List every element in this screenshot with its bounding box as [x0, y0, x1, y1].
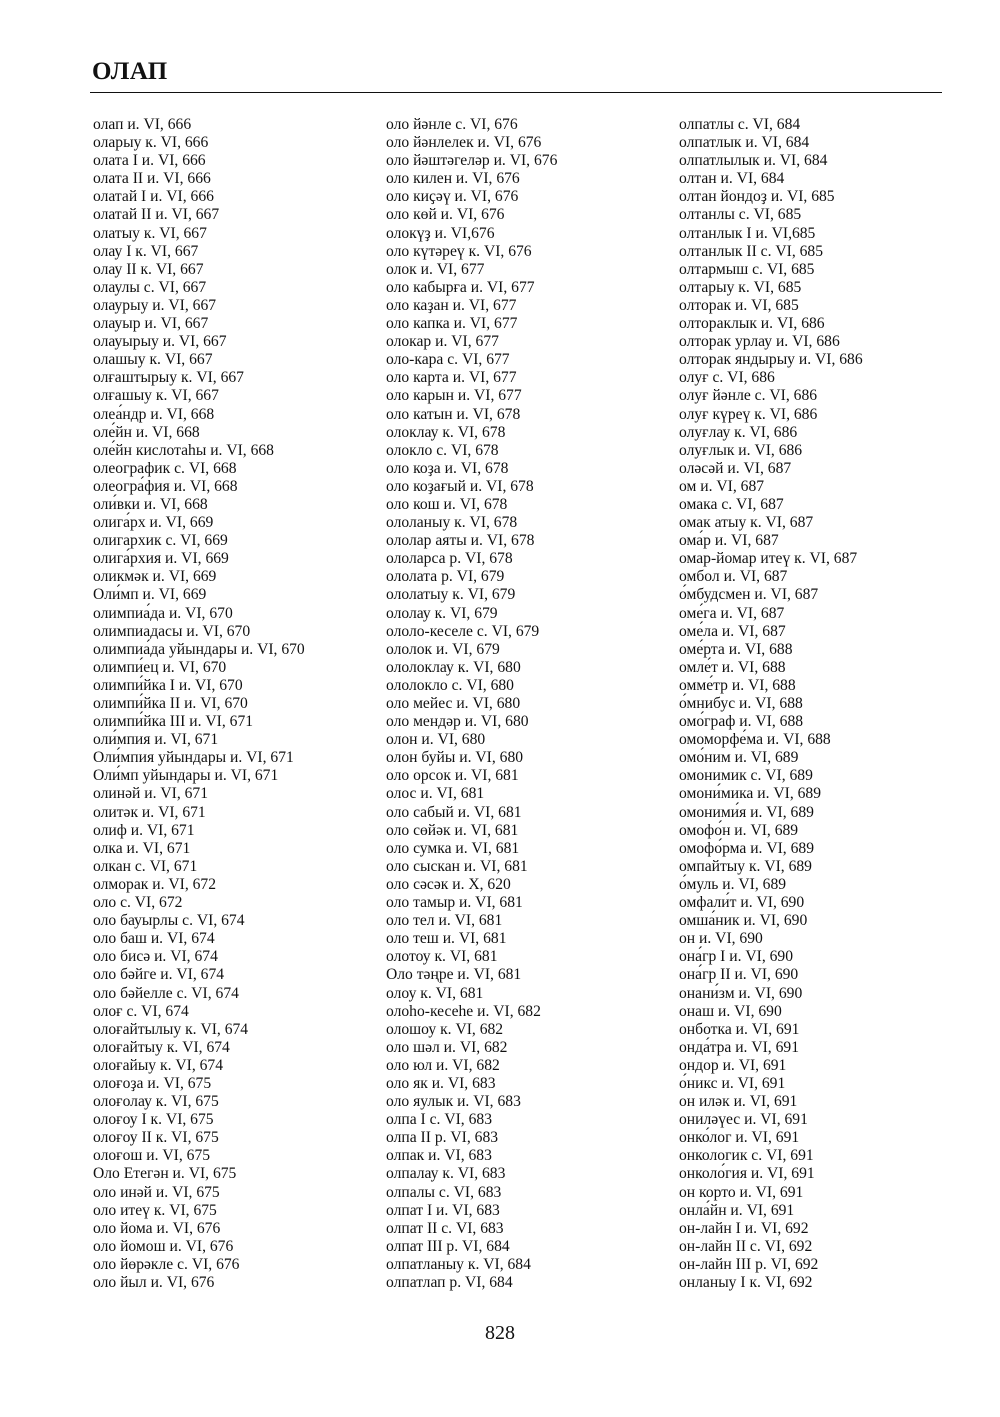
index-entry: олтармыш с. VI, 685 — [679, 260, 815, 278]
index-entry: олпа II р. VI, 683 — [386, 1129, 499, 1147]
index-entry: оло баш и. VI, 674 — [93, 930, 215, 948]
index-entry: олос и. VI, 681 — [386, 785, 485, 803]
index-entry: оло көй и. VI, 676 — [386, 206, 505, 224]
index-entry: омле́т и. VI, 688 — [679, 658, 786, 676]
index-entry: олоғоу II к. VI, 675 — [93, 1129, 219, 1147]
index-entry: Оли́мп и. VI, 669 — [93, 586, 207, 604]
index-entry: оле́йн кислотаһы и. VI, 668 — [93, 441, 274, 459]
index-entry: онботка и. VI, 691 — [679, 1020, 800, 1038]
index-entry: олтанлы с. VI, 685 — [679, 206, 802, 224]
index-entry: олимпи́йка II и. VI, 670 — [93, 695, 248, 712]
index-entry: оло с. VI, 672 — [93, 894, 183, 912]
index-entry: олпа I с. VI, 683 — [386, 1111, 492, 1129]
index-entry: оло бәйелле с. VI, 674 — [93, 984, 239, 1002]
index-entry: ололоклау к. VI, 680 — [386, 658, 521, 676]
index-entry: оло сумка и. VI, 681 — [386, 839, 520, 857]
index-entry: омофо́рма и. VI, 689 — [679, 839, 814, 857]
index-entry: олпатлап р. VI, 684 — [386, 1274, 513, 1291]
index-entry: олимпи́йка I и. VI, 670 — [93, 676, 243, 694]
index-entry: он-лайн III р. VI, 692 — [679, 1255, 819, 1273]
index-entry: ома́р и. VI, 687 — [679, 532, 779, 550]
index-entry: оло киҫәү и. VI, 676 — [386, 188, 519, 206]
index-entry: оло капка и. VI, 677 — [386, 315, 518, 333]
index-entry: оло-кара с. VI, 677 — [386, 351, 510, 369]
index-entry: ололатыу к. VI, 679 — [386, 586, 516, 604]
index-entry: оло як и. VI, 683 — [386, 1074, 496, 1092]
index-entry: олпат III р. VI, 684 — [386, 1237, 510, 1255]
index-entry: оле́йн и. VI, 668 — [93, 423, 200, 441]
index-entry: ондор и. VI, 691 — [679, 1056, 787, 1074]
index-entry: олпалы с. VI, 683 — [386, 1183, 502, 1201]
index-entry: олеа́ндр и. VI, 668 — [93, 405, 215, 423]
index-entry: оло яулык и. VI, 683 — [386, 1093, 521, 1111]
index-entry: омо́граф и. VI, 688 — [679, 713, 804, 731]
index-entry: олимпиа́да уйындары и. VI, 670 — [93, 640, 305, 658]
index-entry: оло сабый и. VI, 681 — [386, 803, 522, 821]
index-entry: оло килен и. VI, 676 — [386, 170, 520, 188]
index-entry: олигархик с. VI, 669 — [93, 532, 228, 550]
index-entry: омбол и. VI, 687 — [679, 568, 788, 586]
index-entry: олата I и. VI, 666 — [93, 152, 206, 170]
entries-column-2 — [386, 116, 557, 1292]
index-entry: олтан йондоҙ и. VI, 685 — [679, 188, 835, 206]
index-entry: олау II к. VI, 667 — [93, 260, 204, 278]
index-entry: оло катын и. VI, 678 — [386, 405, 521, 423]
index-entry: ололау к. VI, 679 — [386, 604, 498, 622]
index-entry: онко́лог и. VI, 691 — [679, 1129, 800, 1147]
index-entry: олуғлык и. VI, 686 — [679, 441, 803, 459]
index-entry: омар-йомар итеү к. VI, 687 — [679, 550, 858, 568]
index-entry: Оло тәңре и. VI, 681 — [386, 966, 522, 984]
index-entry: олка и. VI, 671 — [93, 839, 191, 857]
index-entry: олоклау к. VI, 678 — [386, 423, 506, 441]
entries-column-1 — [93, 116, 305, 1292]
index-entry: оло сәсәк и. X, 620 — [386, 875, 511, 893]
index-entry: олимпиадасы и. VI, 670 — [93, 622, 251, 640]
index-entry: оме́рта и. VI, 688 — [679, 640, 793, 658]
index-entry: олғашыу к. VI, 667 — [93, 387, 219, 405]
index-entry: онла́йн и. VI, 691 — [679, 1201, 795, 1219]
index-entry: Оли́мп уйындары и. VI, 671 — [93, 767, 279, 785]
index-entry: омофо́н и. VI, 689 — [679, 821, 799, 839]
index-entry: олон буйы и. VI, 680 — [386, 749, 524, 767]
index-entry: олауырыу и. VI, 667 — [93, 333, 227, 351]
index-entry: онаш и. VI, 690 — [679, 1002, 782, 1020]
index-entry: оло кабырға и. VI, 677 — [386, 278, 535, 296]
index-entry: олоғоу I к. VI, 675 — [93, 1111, 214, 1129]
index-entry: оло карта и. VI, 677 — [386, 369, 517, 387]
index-entry: оло бауырлы с. VI, 674 — [93, 912, 245, 930]
index-entry: олоғайтыу к. VI, 674 — [93, 1038, 230, 1056]
index-entry: оләсәй и. VI, 687 — [679, 459, 792, 477]
index-entry: ололо-кеселе с. VI, 679 — [386, 622, 540, 640]
index-entry: олауыр и. VI, 667 — [93, 315, 209, 333]
index-entry: оло бәйге и. VI, 674 — [93, 966, 225, 984]
index-entry: олоғош и. VI, 675 — [93, 1147, 211, 1165]
index-entry: олморак и. VI, 672 — [93, 875, 217, 893]
index-entry: оло каҙан и. VI, 677 — [386, 296, 517, 314]
index-entry: омака с. VI, 687 — [679, 495, 784, 513]
index-entry: ом и. VI, 687 — [679, 477, 765, 495]
index-entry: олон и. VI, 680 — [386, 731, 486, 749]
index-entry: оло йыл и. VI, 676 — [93, 1274, 215, 1291]
index-entry: оло йома и. VI, 676 — [93, 1219, 221, 1237]
index-entry: оло мейес и. VI, 680 — [386, 695, 521, 712]
index-entry: олинәй и. VI, 671 — [93, 785, 209, 803]
index-entry: ололар аяты и. VI, 678 — [386, 532, 535, 550]
index-entry: омпайтыу к. VI, 689 — [679, 857, 812, 875]
index-entry: оларыу к. VI, 666 — [93, 134, 209, 152]
index-entry: олпатлылык и. VI, 684 — [679, 152, 828, 170]
index-entry: олкан с. VI, 671 — [93, 857, 198, 875]
index-entry: олок и. VI, 677 — [386, 260, 485, 278]
header-rule — [90, 92, 942, 93]
index-entry: омак атыу к. VI, 687 — [679, 514, 814, 532]
index-entry: олоғолау к. VI, 675 — [93, 1093, 219, 1111]
index-entry: онланыу I к. VI, 692 — [679, 1274, 813, 1291]
index-entry: омме́тр и. VI, 688 — [679, 676, 796, 694]
index-entry: олимпи́ец и. VI, 670 — [93, 658, 227, 676]
index-entry: олтан и. VI, 684 — [679, 170, 785, 188]
index-entry: олимпи́йка III и. VI, 671 — [93, 713, 254, 731]
index-entry: о́никс и. VI, 691 — [679, 1074, 786, 1092]
index-entry: оло йәнлелек и. VI, 676 — [386, 134, 542, 152]
index-entry: Оли́мпия уйындары и. VI, 671 — [93, 749, 294, 767]
index-entry: оме́га и. VI, 687 — [679, 604, 785, 622]
index-entry: оло мендәр и. VI, 680 — [386, 713, 529, 731]
index-entry: он-лайн II с. VI, 692 — [679, 1237, 813, 1255]
index-entry: олғаштырыу к. VI, 667 — [93, 369, 244, 387]
index-entry: олоғайтылыу к. VI, 674 — [93, 1020, 249, 1038]
index-entry: олокар и. VI, 677 — [386, 333, 499, 351]
index-entry: омоморфе́ма и. VI, 688 — [679, 731, 831, 749]
index-entry: олуғ йәнле с. VI, 686 — [679, 387, 818, 405]
index-entry: олокүҙ и. VI,676 — [386, 224, 495, 242]
index-entry: олаурыу и. VI, 667 — [93, 296, 217, 314]
index-entry: олоһо-кесеһе и. VI, 682 — [386, 1002, 541, 1020]
index-entry: о́муль и. VI, 689 — [679, 875, 787, 893]
index-entry: олоу к. VI, 681 — [386, 984, 484, 1002]
index-entry: о́мнибус и. VI, 688 — [679, 695, 803, 712]
index-entry: олуғ с. VI, 686 — [679, 369, 775, 387]
index-entry: омфали́т и. VI, 690 — [679, 894, 805, 912]
index-entry: оло коҙа и. VI, 678 — [386, 459, 509, 477]
index-entry: оло күтәреү к. VI, 676 — [386, 242, 532, 260]
index-entry: оло инәй и. VI, 675 — [93, 1183, 220, 1201]
index-entry: оло итеү к. VI, 675 — [93, 1201, 217, 1219]
index-entry: она́гр I и. VI, 690 — [679, 948, 794, 966]
index-entry: олпатланыу к. VI, 684 — [386, 1255, 531, 1273]
index-entry: олокло с. VI, 678 — [386, 441, 499, 459]
index-entry: оло сыскан и. VI, 681 — [386, 857, 528, 875]
index-entry: олошоу к. VI, 682 — [386, 1020, 504, 1038]
index-entry: оло орсок и. VI, 681 — [386, 767, 519, 785]
index-entry: олоғ с. VI, 674 — [93, 1002, 189, 1020]
index-entry: олатыу к. VI, 667 — [93, 224, 207, 242]
index-entry: олтораклык и. VI, 686 — [679, 315, 825, 333]
index-entry: олеографик с. VI, 668 — [93, 459, 237, 477]
index-entry: он корто и. VI, 691 — [679, 1183, 804, 1201]
index-entry: олиф и. VI, 671 — [93, 821, 195, 839]
index-entry: олау I к. VI, 667 — [93, 242, 199, 260]
index-entry: он-лайн I и. VI, 692 — [679, 1219, 809, 1237]
index-entry: олоғоҙа и. VI, 675 — [93, 1074, 212, 1092]
index-entry: оло тамыр и. VI, 681 — [386, 894, 523, 912]
page-header-title: ОЛАП — [92, 58, 168, 85]
index-entry: омонимик с. VI, 689 — [679, 767, 813, 785]
index-entry: олига́рх и. VI, 669 — [93, 514, 214, 532]
index-entry: олтарыу к. VI, 685 — [679, 278, 802, 296]
index-entry: олпалау к. VI, 683 — [386, 1165, 506, 1183]
index-entry: олпатлык и. VI, 684 — [679, 134, 810, 152]
index-entry: олуғлау к. VI, 686 — [679, 423, 798, 441]
index-entry: омоними́я и. VI, 689 — [679, 803, 814, 821]
index-entry: олоғайыу к. VI, 674 — [93, 1056, 224, 1074]
index-entry: онкологик с. VI, 691 — [679, 1147, 814, 1165]
index-entry: омони́мика и. VI, 689 — [679, 785, 822, 803]
index-entry: олпат II с. VI, 683 — [386, 1219, 504, 1237]
index-entry: оло йәнле с. VI, 676 — [386, 116, 518, 133]
index-entry: олпатлы с. VI, 684 — [679, 116, 801, 133]
index-entry: олитәк и. VI, 671 — [93, 803, 206, 821]
index-entry: она́гр II и. VI, 690 — [679, 966, 799, 984]
index-entry: олашыу к. VI, 667 — [93, 351, 213, 369]
index-entry: оло юл и. VI, 682 — [386, 1056, 500, 1074]
index-entry: оло йөрәкле с. VI, 676 — [93, 1255, 240, 1273]
index-entry: омо́ним и. VI, 689 — [679, 749, 799, 767]
index-entry: олторак яндырыу и. VI, 686 — [679, 351, 863, 369]
index-entry: ололок и. VI, 679 — [386, 640, 500, 658]
index-entry: олига́рхия и. VI, 669 — [93, 550, 229, 568]
index-entry: о́мбудсмен и. VI, 687 — [679, 586, 819, 604]
index-entry: олтанлык I и. VI,685 — [679, 224, 816, 242]
index-entry: олап и. VI, 666 — [93, 116, 192, 133]
index-entry: олеогра́фия и. VI, 668 — [93, 477, 238, 495]
index-entry: оме́ла и. VI, 687 — [679, 622, 786, 640]
index-entry: олотоу к. VI, 681 — [386, 948, 498, 966]
index-entry: ониләүес и. VI, 691 — [679, 1111, 808, 1129]
index-entry: оло теш и. VI, 681 — [386, 930, 507, 948]
index-entry: олатай II и. VI, 667 — [93, 206, 220, 224]
index-entry: омша́ник и. VI, 690 — [679, 912, 808, 930]
index-entry: онда́тра и. VI, 691 — [679, 1038, 799, 1056]
index-entry: ололокло с. VI, 680 — [386, 676, 514, 694]
index-entry: оло шәл и. VI, 682 — [386, 1038, 508, 1056]
index-entry: оликмәк и. VI, 669 — [93, 568, 217, 586]
index-entry: оло йәштәгеләр и. VI, 676 — [386, 152, 558, 170]
index-entry: ололаныу к. VI, 678 — [386, 514, 518, 532]
index-entry: оло сөйәк и. VI, 681 — [386, 821, 519, 839]
index-entry: олаулы с. VI, 667 — [93, 278, 207, 296]
index-entry: олторак и. VI, 685 — [679, 296, 799, 314]
index-entry: олата II и. VI, 666 — [93, 170, 211, 188]
index-entry: оло кош и. VI, 678 — [386, 495, 508, 513]
index-entry: олпат I и. VI, 683 — [386, 1201, 500, 1219]
index-entry: оло бисә и. VI, 674 — [93, 948, 218, 966]
index-entry: олпак и. VI, 683 — [386, 1147, 492, 1165]
index-entry: олтанлык II с. VI, 685 — [679, 242, 824, 260]
index-entry: оли́мпия и. VI, 671 — [93, 731, 219, 749]
index-entry: олимпиа́да и. VI, 670 — [93, 604, 233, 622]
index-entry: онани́зм и. VI, 690 — [679, 984, 803, 1002]
page-number: 828 — [485, 1322, 515, 1344]
index-entry: он и. VI, 690 — [679, 930, 763, 948]
index-entry: олатай I и. VI, 666 — [93, 188, 214, 206]
index-entry: олторак урлау и. VI, 686 — [679, 333, 840, 351]
index-entry: олуғ күреү к. VI, 686 — [679, 405, 818, 423]
index-entry: оли́вки и. VI, 668 — [93, 495, 208, 513]
index-entry: оло йомош и. VI, 676 — [93, 1237, 234, 1255]
index-entry: оло карын и. VI, 677 — [386, 387, 522, 405]
index-entry: онколо́гия и. VI, 691 — [679, 1165, 815, 1183]
index-entry: ололарса р. VI, 678 — [386, 550, 513, 568]
index-entry: ололата р. VI, 679 — [386, 568, 505, 586]
index-entry: Оло Етегән и. VI, 675 — [93, 1165, 237, 1183]
index-entry: оло коҙағый и. VI, 678 — [386, 477, 534, 495]
index-entry: оло тел и. VI, 681 — [386, 912, 503, 930]
entries-column-3 — [679, 116, 863, 1292]
index-entry: он иләк и. VI, 691 — [679, 1093, 798, 1111]
